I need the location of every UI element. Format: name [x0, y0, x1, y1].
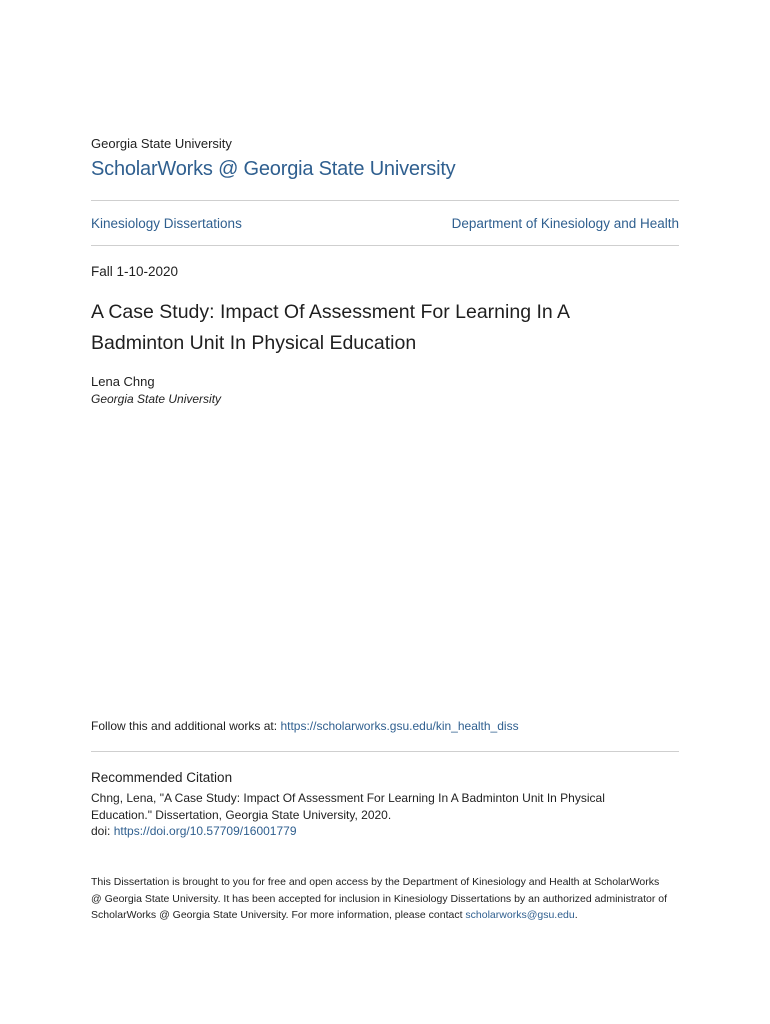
collection-series-link[interactable]: Kinesiology Dissertations: [91, 216, 242, 231]
divider-citation: [91, 751, 679, 752]
department-link[interactable]: Department of Kinesiology and Health: [451, 216, 679, 231]
citation-block: [91, 790, 651, 840]
doi-link[interactable]: https://doi.org/10.57709/16001779: [113, 824, 297, 838]
doi-prefix: doi:: [91, 824, 114, 838]
notice-suffix: .: [574, 909, 578, 921]
divider-collection: [91, 245, 679, 246]
author-name: Lena Chng: [91, 374, 155, 389]
divider-top: [91, 200, 679, 201]
author-affiliation: Georgia State University: [91, 392, 222, 406]
notice-text: This Dissertation is brought to you for free and open access by the Department of Kinesiology and Health at ScholarWorks @ Georgia State University. It has been accepted for inclusion in Kinesiology Dissertations by an authorized administrator of ScholarWorks @ Georgia State University. For more information, please contact: [91, 876, 668, 921]
publication-date: Fall 1-10-2020: [91, 264, 179, 279]
recommended-citation-heading: Recommended Citation: [91, 770, 233, 785]
follow-line: [91, 719, 519, 733]
document-title: A Case Study: Impact Of Assessment For Learning In A Badminton Unit In Physical Education: [91, 301, 569, 354]
citation-text: Chng, Lena, "A Case Study: Impact Of Assessment For Learning In A Badminton Unit In Physical Education." Dissertation, Georgia State University, 2020.: [91, 791, 605, 822]
institution-name: Georgia State University: [91, 136, 232, 151]
contact-email-link[interactable]: scholarworks@gsu.edu: [465, 909, 575, 921]
repository-link[interactable]: ScholarWorks @ Georgia State University: [91, 158, 456, 180]
access-notice: [91, 874, 671, 924]
follow-prefix: Follow this and additional works at:: [91, 719, 281, 733]
follow-url-link[interactable]: https://scholarworks.gsu.edu/kin_health_diss: [280, 719, 519, 733]
cover-page: [91, 0, 679, 1024]
